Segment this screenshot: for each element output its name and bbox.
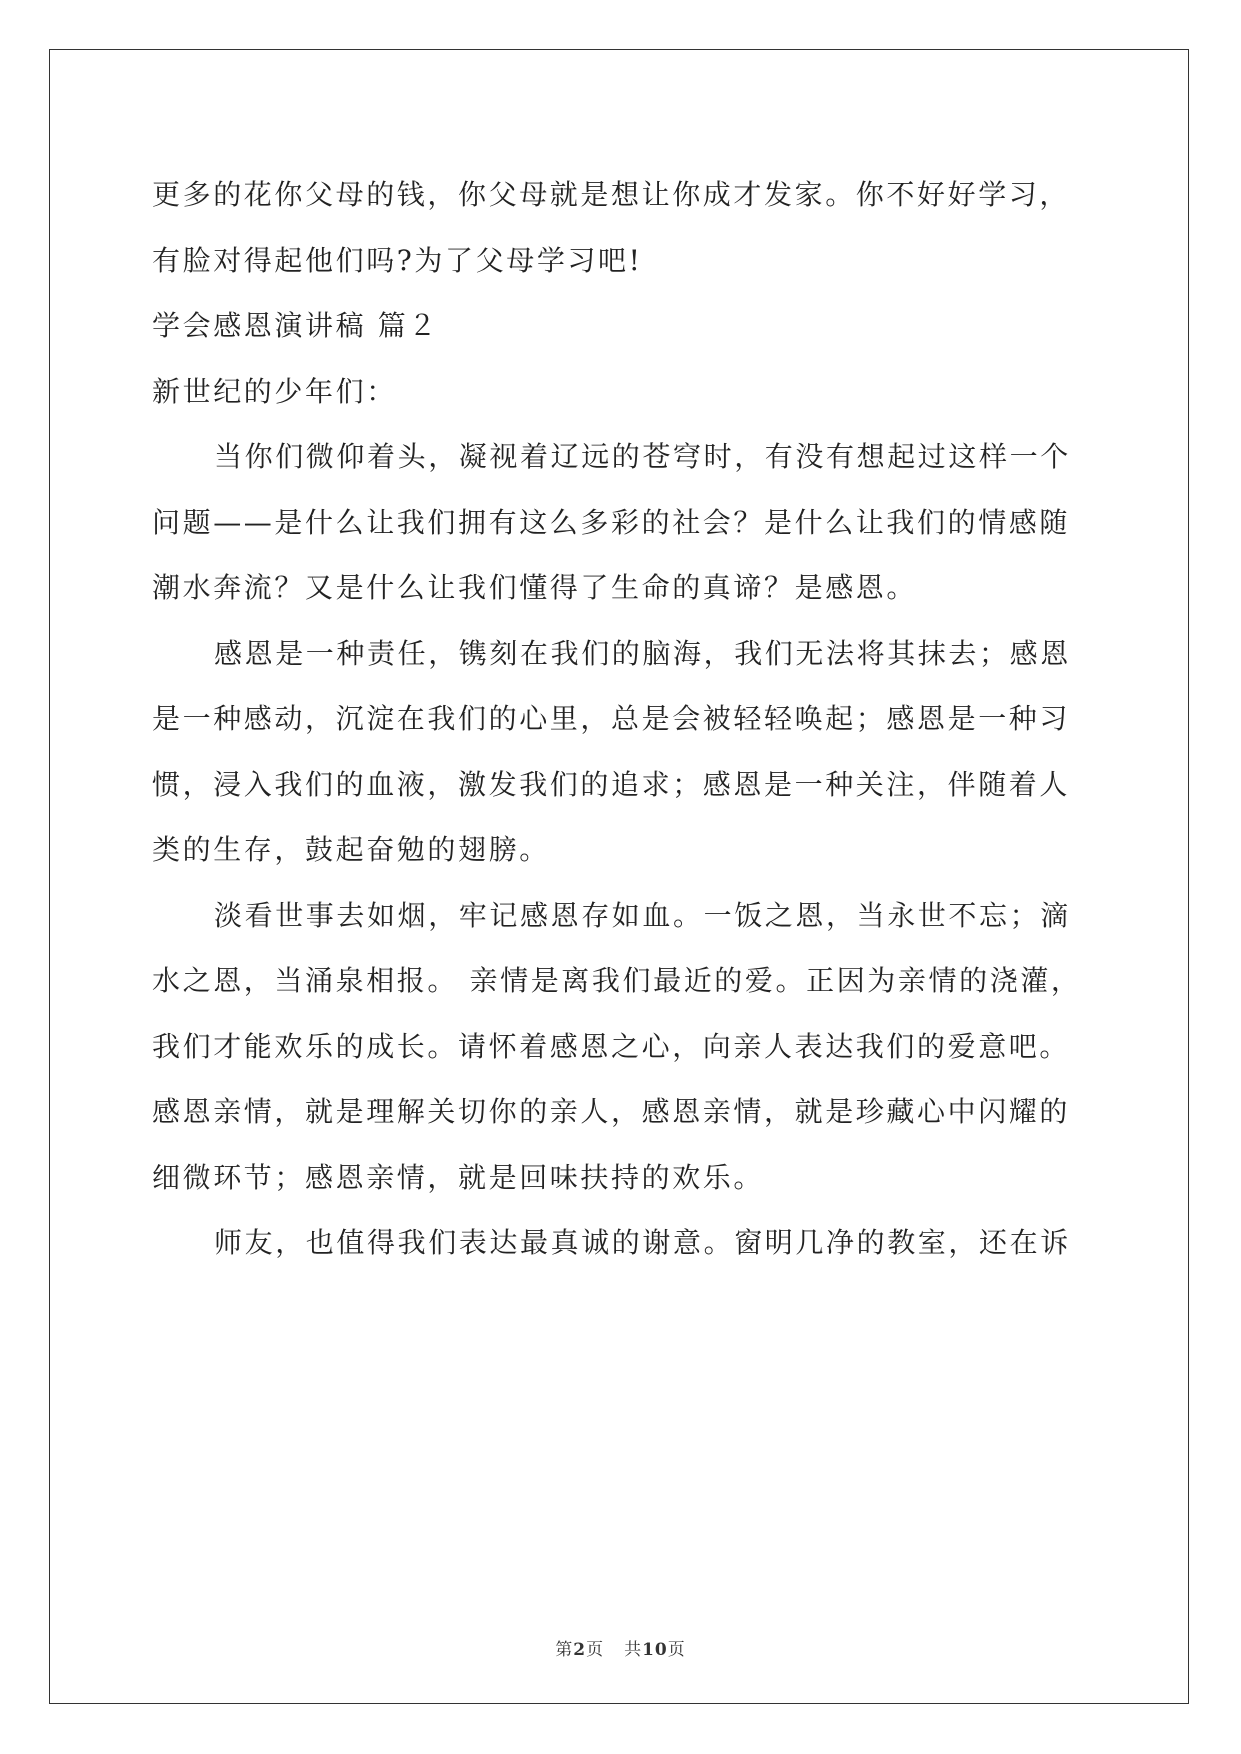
paragraph-line: 淡看世事去如烟，牢记感恩存如血。一饭之恩，当永世不忘；滴 — [214, 898, 1071, 932]
current-page-number: 2 — [573, 1640, 587, 1660]
footer-prefix: 第 — [555, 1640, 574, 1660]
section-heading: 学会感恩演讲稿 篇２ — [152, 309, 439, 342]
paragraph-line: 当你们微仰着头，凝视着辽远的苍穹时，有没有想起过这样一个 — [214, 440, 1071, 473]
paragraph-line: 惯，浸入我们的血液，激发我们的追求；感恩是一种关注，伴随着人 — [152, 767, 1071, 801]
paragraph-line: 感恩亲情，就是理解关切你的亲人，感恩亲情，就是珍藏心中闪耀的 — [152, 1095, 1071, 1128]
paragraph-line: 我们才能欢乐的成长。请怀着感恩之心，向亲人表达我们的爱意吧。 — [152, 1029, 1071, 1063]
footer-total-suffix: 页 — [667, 1640, 686, 1660]
paragraph-line: 更多的花你父母的钱，你父母就是想让你成才发家。你不好好学习， — [152, 178, 1071, 211]
paragraph-line: 水之恩，当涌泉相报。 亲情是离我们最近的爱。正因为亲情的浇灌， — [152, 964, 1082, 997]
total-page-number: 10 — [642, 1640, 668, 1660]
paragraph-line: 潮水奔流？又是什么让我们懂得了生命的真谛？是感恩。 — [152, 571, 918, 604]
footer-page-word: 页 — [586, 1640, 605, 1660]
page-footer — [0, 1635, 1241, 1660]
paragraph-line: 有脸对得起他们吗?为了父母学习吧! — [152, 243, 643, 277]
paragraph-line: 感恩是一种责任，镌刻在我们的脑海，我们无法将其抹去；感恩 — [214, 636, 1071, 670]
document-body — [152, 162, 1092, 1276]
footer-total-prefix: 共 — [624, 1640, 643, 1660]
paragraph-line: 师友，也值得我们表达最真诚的谢意。窗明几净的教室，还在诉 — [214, 1226, 1071, 1259]
paragraph-line: 是一种感动，沉淀在我们的心里，总是会被轻轻唤起；感恩是一种习 — [152, 702, 1071, 735]
paragraph-line: 细微环节；感恩亲情，就是回味扶持的欢乐。 — [152, 1160, 765, 1194]
paragraph-line: 问题——是什么让我们拥有这么多彩的社会？是什么让我们的情感随 — [152, 505, 1071, 539]
paragraph-line: 类的生存，鼓起奋勉的翅膀。 — [152, 833, 550, 866]
salutation: 新世纪的少年们： — [152, 374, 397, 408]
